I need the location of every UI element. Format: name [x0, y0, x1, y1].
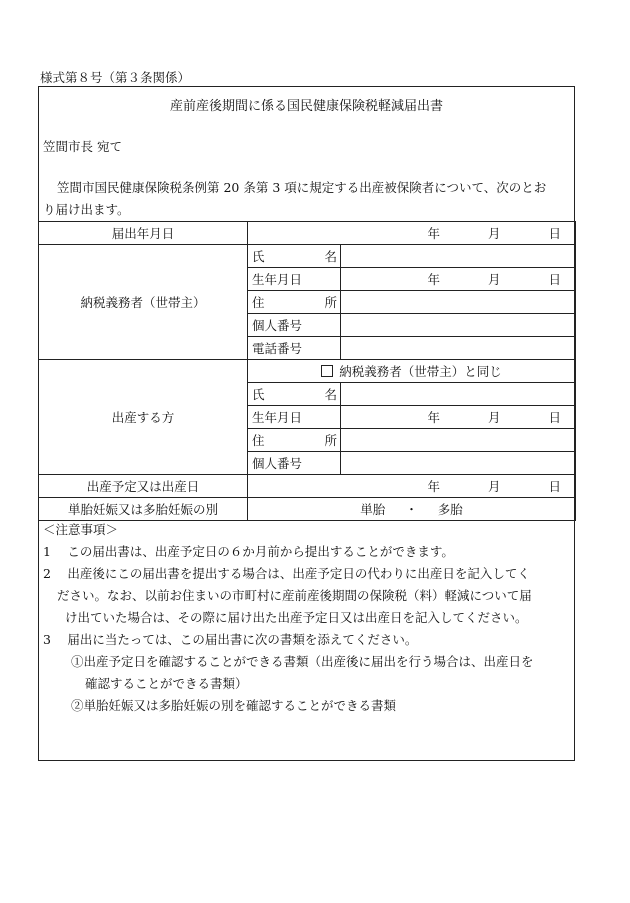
form-number: 様式第８号（第３条関係）	[40, 70, 191, 85]
submission-date-field[interactable]	[248, 222, 576, 245]
mother-address-label: 住 所	[248, 429, 341, 452]
taxpayer-phone-label: 電話番号	[248, 337, 341, 360]
taxpayer-label: 納税義務者（世帯主）	[39, 245, 248, 360]
note-1: 1 この届出書は、出産予定日の６か月前から提出することができます。	[43, 544, 454, 559]
day-unit: 日	[548, 410, 562, 425]
intro-text	[43, 177, 570, 221]
note-3-item-1-line-1: ①出産予定日を確認することができる書類（出産後に届出を行う場合は、出産日を	[71, 654, 534, 669]
note-3-item-1-line-2: 確認することができる書類）	[85, 676, 248, 691]
taxpayer-address-field[interactable]	[341, 291, 576, 314]
due-date-label: 出産予定又は出産日	[39, 475, 248, 498]
note-3-item-2: ②単胎妊娠又は多胎妊娠の別を確認することができる書類	[71, 698, 397, 713]
mother-birth-field[interactable]	[341, 406, 576, 429]
note-2-line-1: 2 出産後にこの届出書を提出する場合は、出産予定日の代わりに出産日を記入してく	[43, 566, 530, 581]
month-unit: 月	[487, 410, 501, 425]
note-2-line-3: け出ていた場合は、その際に届け出た出産予定日又は出産日を記入してください。	[65, 610, 528, 625]
taxpayer-id-label: 個人番号	[248, 314, 341, 337]
taxpayer-birth-label: 生年月日	[248, 268, 341, 291]
mother-address-field[interactable]	[341, 429, 576, 452]
mother-birth-label: 生年月日	[248, 406, 341, 429]
checkbox-icon[interactable]	[321, 365, 333, 377]
taxpayer-phone-field[interactable]	[341, 337, 576, 360]
intro-line-2: り届け出ます。	[43, 202, 130, 217]
month-unit: 月	[487, 226, 501, 241]
taxpayer-name-field[interactable]	[341, 245, 576, 268]
taxpayer-name-label: 氏 名	[248, 245, 341, 268]
multiple-option[interactable]: 多胎	[437, 502, 463, 517]
month-unit: 月	[487, 272, 501, 287]
taxpayer-id-field[interactable]	[341, 314, 576, 337]
intro-line-1: 笠間市国民健康保険税条例第 20 条第 3 項に規定する出産被保険者について、次のとお	[57, 180, 547, 195]
mother-label: 出産する方	[39, 360, 248, 475]
same-as-taxpayer-label: 納税義務者（世帯主）と同じ	[339, 364, 502, 379]
row-submission-date	[39, 222, 576, 245]
row-mother-same	[39, 360, 576, 383]
taxpayer-birth-field[interactable]	[341, 268, 576, 291]
day-unit: 日	[548, 272, 562, 287]
year-unit: 年	[427, 272, 440, 287]
pregnancy-type-field[interactable]	[248, 498, 576, 521]
submission-date-label: 届出年月日	[39, 222, 248, 245]
mother-name-label: 氏 名	[248, 383, 341, 406]
row-taxpayer-name	[39, 245, 576, 268]
year-unit: 年	[427, 479, 440, 494]
notes-section	[43, 519, 571, 717]
note-2-line-2: ださい。なお、以前お住まいの市町村に産前産後期間の保険税（料）軽減について届	[57, 588, 532, 603]
mother-id-label: 個人番号	[248, 452, 341, 475]
mother-name-field[interactable]	[341, 383, 576, 406]
form-table	[38, 221, 576, 521]
taxpayer-address-label: 住 所	[248, 291, 341, 314]
day-unit: 日	[548, 479, 562, 494]
year-unit: 年	[427, 410, 440, 425]
addressee: 笠間市長 宛て	[43, 139, 122, 154]
same-as-taxpayer-option[interactable]	[248, 360, 576, 383]
form-frame	[38, 86, 575, 761]
mother-id-field[interactable]	[341, 452, 576, 475]
day-unit: 日	[548, 226, 562, 241]
form-title: 産前産後期間に係る国民健康保険税軽減届出書	[169, 99, 443, 114]
row-due-date	[39, 475, 576, 498]
single-option[interactable]: 単胎	[360, 502, 386, 517]
row-pregnancy-type	[39, 498, 576, 521]
year-unit: 年	[427, 226, 440, 241]
note-3: 3 届出に当たっては、この届出書に次の書類を添えてください。	[43, 632, 418, 647]
pregnancy-type-label: 単胎妊娠又は多胎妊娠の別	[39, 498, 248, 521]
pregnancy-separator: ・	[405, 502, 418, 517]
month-unit: 月	[487, 479, 501, 494]
due-date-field[interactable]	[248, 475, 576, 498]
notes-header: ＜注意事項＞	[43, 522, 119, 537]
